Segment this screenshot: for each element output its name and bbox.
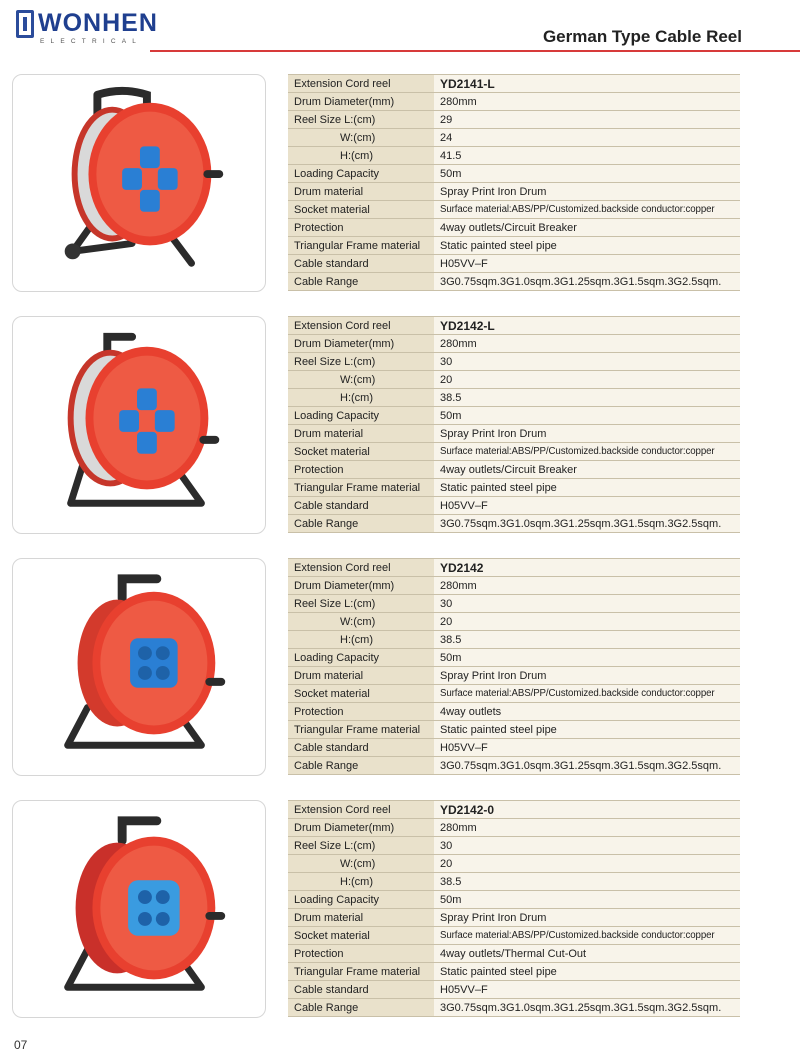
spec-row [288, 407, 740, 425]
page-title: German Type Cable Reel [542, 27, 742, 46]
brand-subtitle: ELECTRICAL [40, 38, 143, 45]
spec-label: Reel Size L:(cm) [288, 353, 434, 371]
spec-row-model [288, 559, 740, 577]
spec-label: Extension Cord reel [288, 317, 434, 335]
spec-row [288, 129, 740, 147]
spec-row [288, 255, 740, 273]
model-number: YD2142-0 [434, 801, 740, 819]
spec-label: Triangular Frame material [288, 963, 434, 981]
spec-row [288, 577, 740, 595]
spec-label: H:(cm) [288, 873, 434, 891]
spec-row-model [288, 801, 740, 819]
spec-value: 30 [434, 837, 740, 855]
spec-row [288, 819, 740, 837]
spec-row [288, 855, 740, 873]
page-number: 07 [14, 1038, 28, 1052]
spec-value: Spray Print Iron Drum [434, 183, 740, 201]
spec-label: Triangular Frame material [288, 721, 434, 739]
spec-row [288, 631, 740, 649]
logo-mark-icon [16, 10, 34, 38]
spec-label: Protection [288, 461, 434, 479]
spec-row [288, 739, 740, 757]
spec-label: Protection [288, 703, 434, 721]
spec-row [288, 497, 740, 515]
spec-row [288, 703, 740, 721]
spec-row [288, 93, 740, 111]
spec-value: 30 [434, 353, 740, 371]
spec-row [288, 721, 740, 739]
spec-value: 24 [434, 129, 740, 147]
spec-label: Drum material [288, 425, 434, 443]
product-photo [12, 558, 266, 776]
model-number: YD2141-L [434, 75, 740, 93]
spec-label: W:(cm) [288, 855, 434, 873]
spec-row [288, 667, 740, 685]
spec-value: Spray Print Iron Drum [434, 909, 740, 927]
spec-value: Spray Print Iron Drum [434, 667, 740, 685]
spec-value: 38.5 [434, 631, 740, 649]
cable-reel-icon [13, 75, 265, 291]
spec-value: 20 [434, 613, 740, 631]
spec-value: Static painted steel pipe [434, 479, 740, 497]
product-photo [12, 74, 266, 292]
spec-value: Static painted steel pipe [434, 237, 740, 255]
spec-row [288, 757, 740, 775]
spec-value: 280mm [434, 93, 740, 111]
spec-label: Socket material [288, 443, 434, 461]
spec-label: Socket material [288, 685, 434, 703]
spec-label: W:(cm) [288, 371, 434, 389]
header-divider [150, 50, 800, 52]
spec-label: Drum material [288, 909, 434, 927]
spec-row [288, 909, 740, 927]
brand-logo [16, 10, 156, 44]
spec-label: W:(cm) [288, 129, 434, 147]
spec-label: Cable standard [288, 255, 434, 273]
spec-label: Protection [288, 945, 434, 963]
spec-row [288, 461, 740, 479]
spec-label: Reel Size L:(cm) [288, 111, 434, 129]
spec-label: Extension Cord reel [288, 559, 434, 577]
spec-label: Extension Cord reel [288, 75, 434, 93]
spec-row-model [288, 317, 740, 335]
spec-row [288, 595, 740, 613]
spec-value: H05VV–F [434, 255, 740, 273]
spec-value: Static painted steel pipe [434, 963, 740, 981]
spec-row [288, 981, 740, 999]
spec-value: 4way outlets/Thermal Cut-Out [434, 945, 740, 963]
product-section-1 [12, 74, 742, 294]
spec-label: H:(cm) [288, 631, 434, 649]
spec-value: 3G0.75sqm.3G1.0sqm.3G1.25sqm.3G1.5sqm.3G2.5sqm. [434, 999, 740, 1017]
spec-label: H:(cm) [288, 147, 434, 165]
spec-row [288, 237, 740, 255]
spec-row [288, 479, 740, 497]
spec-row [288, 273, 740, 291]
spec-value: 3G0.75sqm.3G1.0sqm.3G1.25sqm.3G1.5sqm.3G2.5sqm. [434, 273, 740, 291]
spec-value: 30 [434, 595, 740, 613]
spec-label: Loading Capacity [288, 649, 434, 667]
spec-row [288, 389, 740, 407]
spec-table [288, 74, 740, 291]
spec-value: 280mm [434, 335, 740, 353]
model-number: YD2142 [434, 559, 740, 577]
cable-reel-icon [13, 559, 265, 775]
spec-label: Drum Diameter(mm) [288, 335, 434, 353]
spec-value: H05VV–F [434, 739, 740, 757]
spec-label: Cable standard [288, 739, 434, 757]
spec-value: 29 [434, 111, 740, 129]
spec-row [288, 515, 740, 533]
spec-row [288, 963, 740, 981]
spec-value: 4way outlets [434, 703, 740, 721]
cable-reel-icon [13, 801, 265, 1017]
spec-value: Surface material:ABS/PP/Customized.backside conductor:copper [434, 685, 740, 703]
spec-value: H05VV–F [434, 981, 740, 999]
spec-label: Loading Capacity [288, 407, 434, 425]
spec-row [288, 649, 740, 667]
spec-value: 3G0.75sqm.3G1.0sqm.3G1.25sqm.3G1.5sqm.3G2.5sqm. [434, 515, 740, 533]
spec-value: 41.5 [434, 147, 740, 165]
spec-value: Static painted steel pipe [434, 721, 740, 739]
spec-label: Drum Diameter(mm) [288, 577, 434, 595]
spec-label: Extension Cord reel [288, 801, 434, 819]
spec-value: 20 [434, 855, 740, 873]
spec-value: 50m [434, 407, 740, 425]
spec-row [288, 873, 740, 891]
spec-value: 38.5 [434, 873, 740, 891]
spec-row [288, 999, 740, 1017]
spec-row [288, 111, 740, 129]
spec-label: Drum material [288, 183, 434, 201]
spec-table [288, 316, 740, 533]
spec-label: Cable Range [288, 757, 434, 775]
spec-row [288, 201, 740, 219]
brand-name: WONHEN [38, 9, 158, 37]
spec-label: W:(cm) [288, 613, 434, 631]
spec-value: Surface material:ABS/PP/Customized.backside conductor:copper [434, 201, 740, 219]
spec-value: 50m [434, 649, 740, 667]
spec-label: Socket material [288, 927, 434, 945]
spec-value: 280mm [434, 577, 740, 595]
spec-value: Surface material:ABS/PP/Customized.backside conductor:copper [434, 927, 740, 945]
spec-row [288, 891, 740, 909]
spec-row [288, 183, 740, 201]
spec-value: 3G0.75sqm.3G1.0sqm.3G1.25sqm.3G1.5sqm.3G2.5sqm. [434, 757, 740, 775]
spec-row [288, 613, 740, 631]
cable-reel-icon [13, 317, 265, 533]
spec-label: Loading Capacity [288, 891, 434, 909]
spec-label: Drum Diameter(mm) [288, 819, 434, 837]
spec-label: Drum Diameter(mm) [288, 93, 434, 111]
spec-value: 50m [434, 891, 740, 909]
spec-row [288, 147, 740, 165]
product-photo [12, 316, 266, 534]
spec-label: Cable standard [288, 981, 434, 999]
spec-label: Triangular Frame material [288, 237, 434, 255]
spec-row [288, 945, 740, 963]
spec-value: 4way outlets/Circuit Breaker [434, 219, 740, 237]
spec-label: Cable Range [288, 273, 434, 291]
spec-row [288, 837, 740, 855]
spec-value: 20 [434, 371, 740, 389]
spec-label: Reel Size L:(cm) [288, 837, 434, 855]
spec-value: H05VV–F [434, 497, 740, 515]
spec-value: Surface material:ABS/PP/Customized.backside conductor:copper [434, 443, 740, 461]
spec-label: Protection [288, 219, 434, 237]
spec-row [288, 353, 740, 371]
spec-row [288, 425, 740, 443]
spec-row [288, 335, 740, 353]
spec-label: Drum material [288, 667, 434, 685]
model-number: YD2142-L [434, 317, 740, 335]
product-section-4 [12, 800, 742, 1020]
spec-row-model [288, 75, 740, 93]
spec-table [288, 800, 740, 1017]
spec-label: Loading Capacity [288, 165, 434, 183]
spec-label: Cable Range [288, 515, 434, 533]
spec-row [288, 165, 740, 183]
spec-value: 4way outlets/Circuit Breaker [434, 461, 740, 479]
spec-value: 38.5 [434, 389, 740, 407]
spec-row [288, 371, 740, 389]
spec-row [288, 685, 740, 703]
spec-table [288, 558, 740, 775]
spec-row [288, 443, 740, 461]
product-section-2 [12, 316, 742, 536]
spec-row [288, 927, 740, 945]
spec-value: 280mm [434, 819, 740, 837]
spec-label: Cable Range [288, 999, 434, 1017]
spec-value: 50m [434, 165, 740, 183]
spec-label: H:(cm) [288, 389, 434, 407]
product-section-3 [12, 558, 742, 778]
spec-label: Cable standard [288, 497, 434, 515]
spec-row [288, 219, 740, 237]
spec-label: Reel Size L:(cm) [288, 595, 434, 613]
spec-label: Socket material [288, 201, 434, 219]
product-photo [12, 800, 266, 1018]
page-header [0, 0, 800, 58]
spec-label: Triangular Frame material [288, 479, 434, 497]
spec-value: Spray Print Iron Drum [434, 425, 740, 443]
